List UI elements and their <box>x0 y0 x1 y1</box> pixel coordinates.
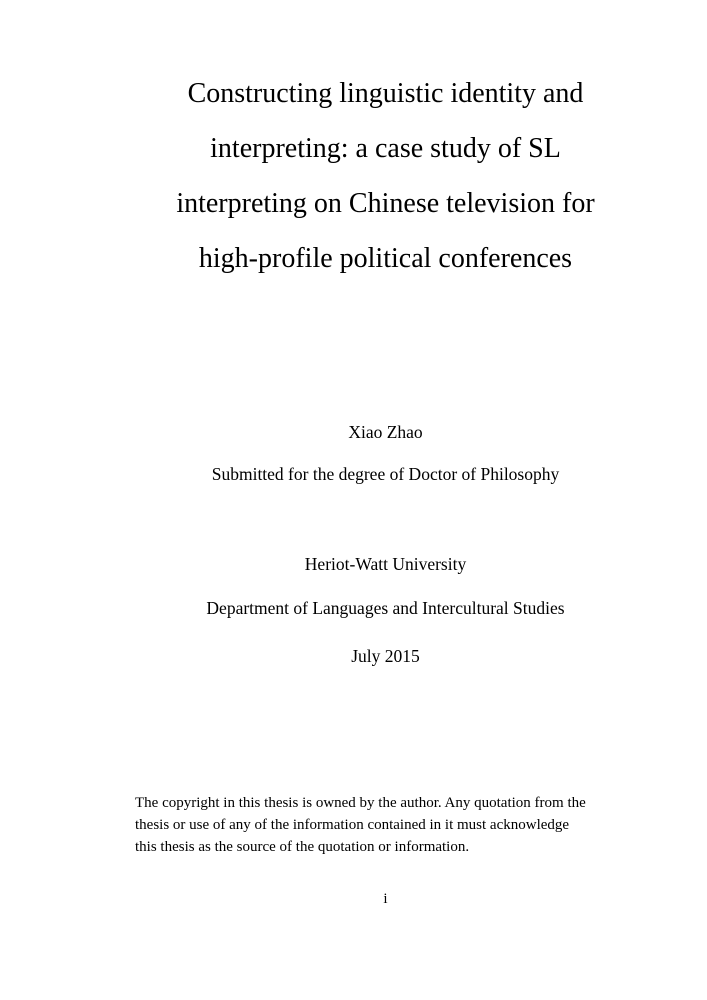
department-name: Department of Languages and Intercultural Studies <box>206 598 565 618</box>
thesis-title-line: interpreting: a case study of SL <box>210 133 561 164</box>
copyright-line: The copyright in this thesis is owned by the author. Any quotation from the <box>135 795 586 811</box>
thesis-title-line: Constructing linguistic identity and <box>187 78 584 109</box>
thesis-title <box>113 66 658 286</box>
thesis-title-line: high-profile political conferences <box>198 243 573 274</box>
thesis-title-line: interpreting on Chinese television for <box>176 188 595 219</box>
page-number: i <box>383 891 388 907</box>
degree-statement: Submitted for the degree of Doctor of Philosophy <box>211 464 560 484</box>
submission-date: July 2015 <box>351 646 420 666</box>
university-name: Heriot-Watt University <box>304 554 467 574</box>
author-name: Xiao Zhao <box>348 422 423 442</box>
copyright-line: thesis or use of any of the information contained in it must acknowledge <box>135 817 570 833</box>
copyright-line: this thesis as the source of the quotation or information. <box>135 839 470 855</box>
copyright-notice <box>135 792 655 858</box>
